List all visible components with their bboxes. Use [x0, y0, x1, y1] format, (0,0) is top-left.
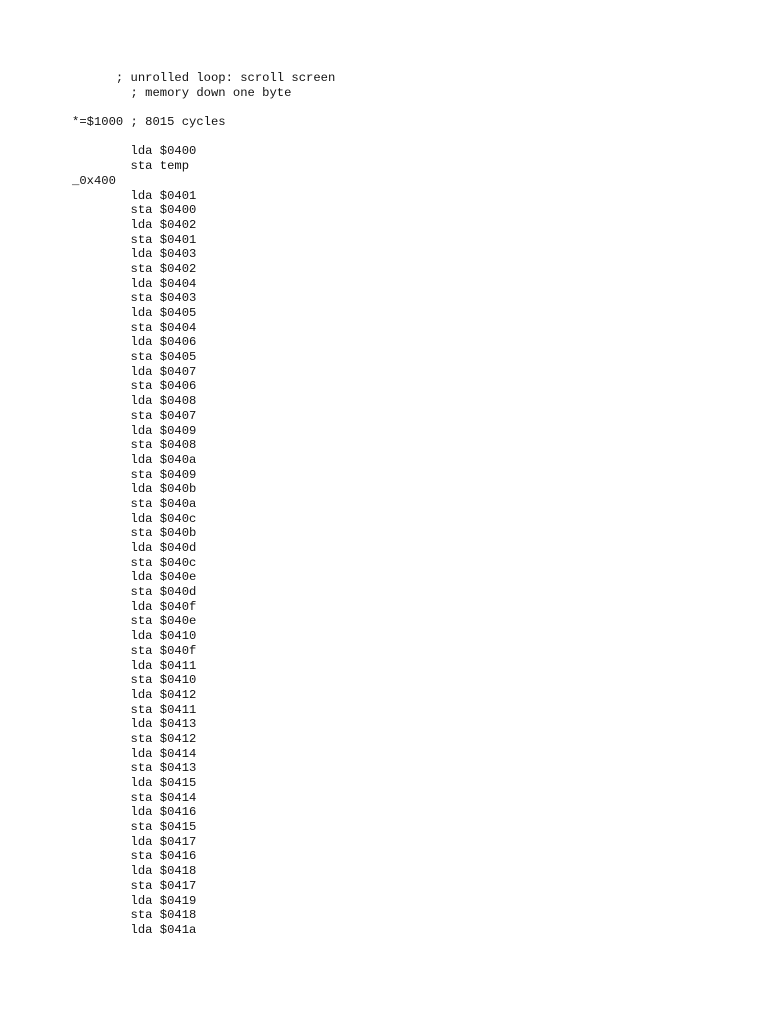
code-line: sta $040f — [72, 643, 197, 658]
code-line: sta $0402 — [72, 261, 197, 276]
code-line: sta $0416 — [72, 849, 197, 864]
code-line: lda $0415 — [72, 776, 197, 790]
code-line: sta $040b — [72, 526, 197, 541]
code-line: sta temp — [72, 159, 190, 174]
code-line: lda $0411 — [72, 658, 197, 673]
code-line: lda $040a — [72, 452, 197, 467]
code-line: lda $041a — [72, 922, 197, 937]
assembly-code-listing — [72, 71, 335, 938]
code-line: sta $0417 — [72, 878, 197, 893]
code-line: sta $0406 — [72, 379, 197, 394]
code-line: lda $0400 — [72, 144, 197, 159]
code-line: sta $0410 — [72, 673, 197, 688]
code-line: sta $0408 — [72, 438, 197, 453]
code-line: _0x400 — [72, 173, 116, 188]
code-line — [72, 130, 335, 145]
code-line: lda $0402 — [72, 217, 197, 232]
code-line: lda $0414 — [72, 746, 197, 761]
code-line: lda $0408 — [72, 394, 197, 409]
code-line: sta $0401 — [72, 232, 197, 247]
code-line: lda $0406 — [72, 335, 197, 350]
code-line: lda $0409 — [72, 423, 197, 438]
code-line: sta $040d — [72, 585, 197, 600]
code-line: sta $0405 — [72, 350, 197, 365]
code-line: sta $0412 — [72, 731, 197, 746]
code-line: lda $0418 — [72, 864, 197, 879]
code-line: sta $0400 — [72, 203, 197, 218]
code-line: lda $040b — [72, 482, 197, 497]
code-line: sta $0409 — [72, 467, 197, 482]
code-line: sta $040c — [72, 555, 197, 570]
code-line: sta $0415 — [72, 820, 197, 835]
code-line: lda $0416 — [72, 805, 197, 820]
code-line: sta $040a — [72, 496, 197, 511]
code-line: lda $0413 — [72, 717, 197, 732]
code-line: lda $0403 — [72, 247, 197, 262]
code-line: lda $040e — [72, 570, 197, 585]
code-line: sta $0413 — [72, 761, 197, 776]
code-line — [72, 100, 335, 115]
code-line: lda $0412 — [72, 687, 197, 702]
code-line: sta $0407 — [72, 408, 197, 423]
code-line: lda $0405 — [72, 306, 197, 320]
code-line: lda $0401 — [72, 188, 197, 203]
code-line: sta $0411 — [72, 702, 197, 717]
code-line: *=$1000 ; 8015 cycles — [72, 115, 226, 130]
code-line: lda $0410 — [72, 629, 197, 644]
code-line: lda $040d — [72, 541, 197, 555]
code-line: ; memory down one byte — [72, 85, 292, 100]
code-line: lda $0419 — [72, 893, 197, 908]
code-line: sta $0403 — [72, 291, 197, 306]
code-line: sta $040e — [72, 614, 197, 629]
code-line: sta $0414 — [72, 790, 197, 805]
code-line: sta $0418 — [72, 908, 197, 923]
code-line: lda $040c — [72, 511, 197, 526]
code-line: lda $0407 — [72, 364, 197, 379]
code-line: lda $040f — [72, 599, 197, 614]
code-line: lda $0404 — [72, 276, 197, 291]
code-line: ; unrolled loop: scroll screen — [72, 71, 336, 85]
code-line: sta $0404 — [72, 320, 197, 335]
code-line: lda $0417 — [72, 834, 197, 849]
